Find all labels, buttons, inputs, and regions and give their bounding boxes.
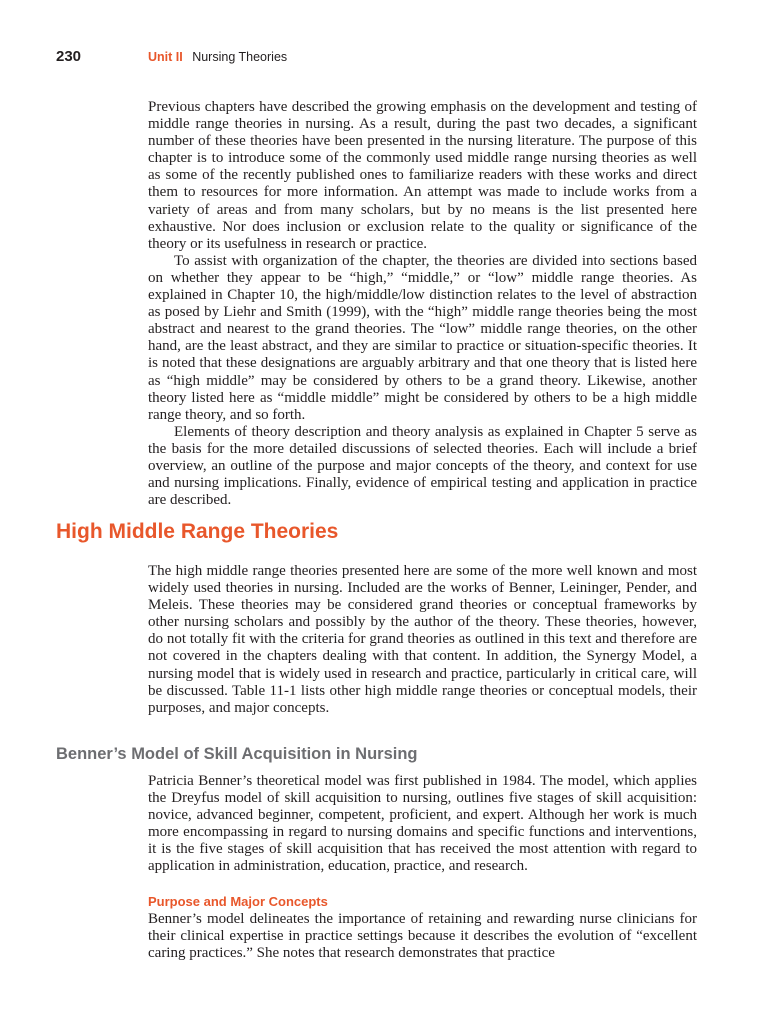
running-head [148, 50, 287, 64]
page-number: 230 [56, 48, 82, 65]
subsection-heading-benner: Benner’s Model of Skill Acquisition in Nursing [56, 745, 418, 763]
benner-paragraph: Patricia Benner’s theoretical model was first published in 1984. The model, which applies the Dreyfus model of skill acquisition to nursing, outlines five stages of skill acquisition: novice, advanced beginner, competent, proficient, and expert. Although her work is much more encompassing in regard to nursing domains and specific functions and interventions, it is the five stages of skill acquisition that has received the most attention with regard to application in administration, education, practice, and research. [148, 773, 697, 875]
running-head-unit: Unit II [148, 50, 183, 64]
section-heading-high-middle-range: High Middle Range Theories [56, 520, 339, 543]
running-head-section: Nursing Theories [192, 50, 288, 64]
high-middle-range-paragraph: The high middle range theories presented here are some of the more well known and most widely used theories in nursing. Included are the works of Benner, Leininger, Pender, and Meleis. These theories may be considered grand theories or conceptual frameworks by other nursing scholars and possibly by the author of the theory. These theories, however, do not totally fit with the criteria for grand theories as outlined in this text and therefore are not covered in the chapters dealing with that content. In addition, the Synergy Model, a nursing model that is widely used in research and practice, particularly in critical care, will be discussed. Table 11-1 lists other high middle range theories or conceptual models, their purposes, and major concepts. [148, 563, 697, 716]
intro-paragraph-2: To assist with organization of the chapter, the theories are divided into sections based on whether they appear to be “high,” “middle,” or “low” middle range theories. As explained in Chapter 10, the high/middle/low distinction relates to the level of abstraction as posed by Liehr and Smith (1999), with the “high” middle range theories being the most abstract and nearest to the grand theories. The “low” middle range theories, on the other hand, are the least abstract, and they are similar to practice or situation-specific theories. It is noted that these designations are arguably arbitrary and that one theory that is listed here as “high middle” may be considered by others to be a grand theory. Likewise, another theory listed here as “middle middle” might be considered by others to be a high middle range theory, and so forth. [148, 252, 697, 423]
intro-paragraph-3: Elements of theory description and theory analysis as explained in Chapter 5 serve as the basis for the more detailed discussions of selected theories. Each will include a brief overview, an outline of the purpose and major concepts of the theory, and context for use and nursing implications. Finally, evidence of empirical testing and application in practice are described. [148, 423, 697, 509]
purpose-section [148, 893, 697, 962]
intro-paragraph-1: Previous chapters have described the growing emphasis on the development and testing of middle range theories in nursing. As a result, during the past two decades, a significant number of these theories have been presented in the nursing literature. The purpose of this chapter is to introduce some of the commonly used middle range nursing theories as well as some of the recently published ones to familiarize readers with these works and direct them to resources for more information. An attempt was made to include works from a variety of areas and from many scholars, but by no means is the list presented here exhaustive. Nor does inclusion or exclusion relate to the quality or significance of the theory or its usefulness in research or practice. [148, 99, 697, 252]
high-middle-range-text [148, 563, 697, 717]
benner-text [148, 773, 697, 876]
intro-text [148, 99, 697, 509]
purpose-paragraph: Benner’s model delineates the importance of retaining and rewarding nurse clinicians for their clinical expertise in practice settings because it describes the evolution of “excellent caring practices.” She notes that research demonstrates that practice [148, 911, 697, 962]
subheading-purpose-major-concepts: Purpose and Major Concepts [148, 894, 328, 909]
